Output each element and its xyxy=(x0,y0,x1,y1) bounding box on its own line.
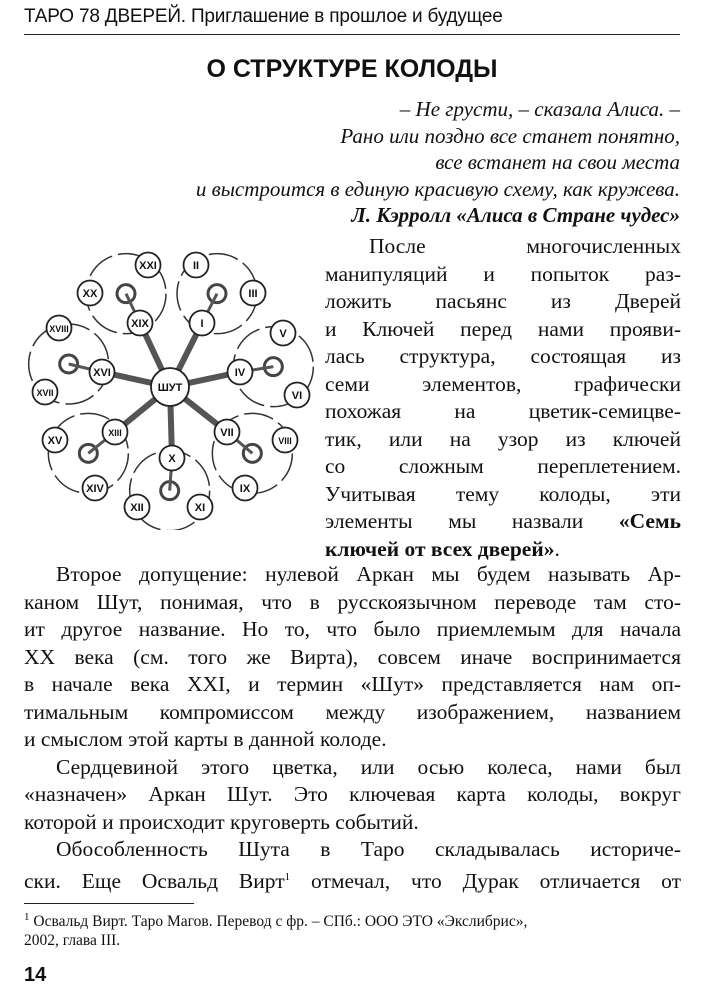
arcana-label: III xyxy=(248,288,258,300)
running-header: ТАРО 78 ДВЕРЕЙ. Приглашение в прошлое и будущее xyxy=(24,6,503,27)
arcana-label: XV xyxy=(47,435,63,447)
text-line: и смыслом этой карты в данной колоде. xyxy=(24,727,387,751)
arcana-label: XI xyxy=(194,502,206,514)
arcana-label: XIV xyxy=(86,483,104,495)
text-line: ключей от всех дверей». xyxy=(325,536,560,561)
text-line: Второе допущение: нулевой Аркан мы будем называть Ар- xyxy=(56,562,681,586)
body-text xyxy=(24,561,681,895)
text-line xyxy=(325,508,681,536)
arcana-label: VIII xyxy=(278,436,292,446)
text-line: и Ключей перед нами прояви- xyxy=(325,316,681,341)
arcana-label: II xyxy=(192,260,200,272)
arcana-label: XII xyxy=(130,502,144,514)
epigraph-line: Рано или поздно все станет понятно, xyxy=(340,123,680,148)
text-line: XX века (см. того же Вирта), совсем иначе воспринимается xyxy=(24,644,681,669)
arcana-label: IV xyxy=(234,367,246,379)
text-line: со сложным переплетением. xyxy=(325,454,681,478)
arcana-label: XX xyxy=(82,288,98,300)
text-line: После многочисленных xyxy=(369,234,681,258)
text-span: . xyxy=(554,536,560,561)
arcana-label: XVII xyxy=(36,388,54,398)
arcana-label: X xyxy=(168,453,176,465)
arcana-label: XVI xyxy=(93,367,111,379)
seven-keys-diagram xyxy=(0,0,340,530)
text-line: которой и происходит круговерть событий. xyxy=(24,809,419,834)
text-line: манипуляций и попыток раз- xyxy=(325,261,681,286)
epigraph-line: все встанет на свои места xyxy=(435,150,680,174)
arcana-label: VII xyxy=(220,427,234,439)
footnote xyxy=(24,908,681,950)
text-span: элементы мы назвали xyxy=(325,509,584,533)
arcana-label: XIII xyxy=(108,428,122,438)
text-line: семи элементов, графически xyxy=(325,371,681,396)
text-line: Сердцевиной этого цветка, или осью колеса, нами был xyxy=(56,754,681,779)
arcana-label: V xyxy=(279,328,287,340)
epigraph-line: и выстроится в единую красивую схему, как кружева. xyxy=(195,176,680,201)
text-line: Учитывая тему колоды, эти xyxy=(325,481,681,506)
arcana-label: ШУТ xyxy=(157,382,183,394)
text-line xyxy=(24,864,681,896)
text-line: лась структура, состоящая из xyxy=(325,344,681,368)
arcana-label: IX xyxy=(239,483,251,495)
arcana-label: I xyxy=(200,318,204,330)
chapter-title: О СТРУКТУРЕ КОЛОДЫ xyxy=(206,55,498,83)
bold-phrase: «Семь xyxy=(618,509,681,533)
epigraph-author: Л. Кэрролл «Алиса в Стране чудес» xyxy=(351,203,680,227)
arcana-label: XVIII xyxy=(49,324,69,334)
text-span: отмечал, что Дурак отличается от xyxy=(290,868,681,893)
footnote-text: 2002, глава III. xyxy=(24,932,121,950)
bold-phrase: ключей от всех дверей xyxy=(325,536,544,561)
text-line: Обособленность Шута в Таро складывалась историче- xyxy=(56,837,681,861)
arcana-label: VI xyxy=(291,390,303,402)
footnote-text: Освальд Вирт. Таро Магов. Перевод с фр. – СПб.: ООО ЭТО «Экслибрис», xyxy=(29,913,528,931)
text-line: ит другое название. Но то, что было приемлемым для начала xyxy=(24,617,681,641)
right-column-text xyxy=(325,233,681,563)
footnote-rule xyxy=(24,903,194,904)
epigraph-line: – Не грусти, – сказала Алиса. – xyxy=(399,97,680,121)
text-line: каном Шут, понимая, что в русскоязычном переводе там сто- xyxy=(24,589,681,614)
text-line: похожая на цветик-семицве- xyxy=(325,399,681,423)
arcana-label: XIX xyxy=(131,318,149,330)
text-line: в начале века XXI, и термин «Шут» представляется нам оп- xyxy=(24,672,681,696)
text-line: «назначен» Аркан Шут. Это ключевая карта колоды, вокруг xyxy=(24,782,681,806)
text-line: ложить пасьянс из Дверей xyxy=(325,289,681,313)
footnote-number: 1 xyxy=(24,911,30,923)
arcana-label: XXI xyxy=(139,260,157,272)
page-number: 14 xyxy=(24,964,47,986)
footnote-ref: 1 xyxy=(284,870,291,883)
text-line: тик, или на узор из ключей xyxy=(325,426,681,451)
text-line: тимальным компромиссом между изображением, названием xyxy=(24,699,681,724)
text-span: ски. Еще Освальд Вирт xyxy=(24,868,285,893)
